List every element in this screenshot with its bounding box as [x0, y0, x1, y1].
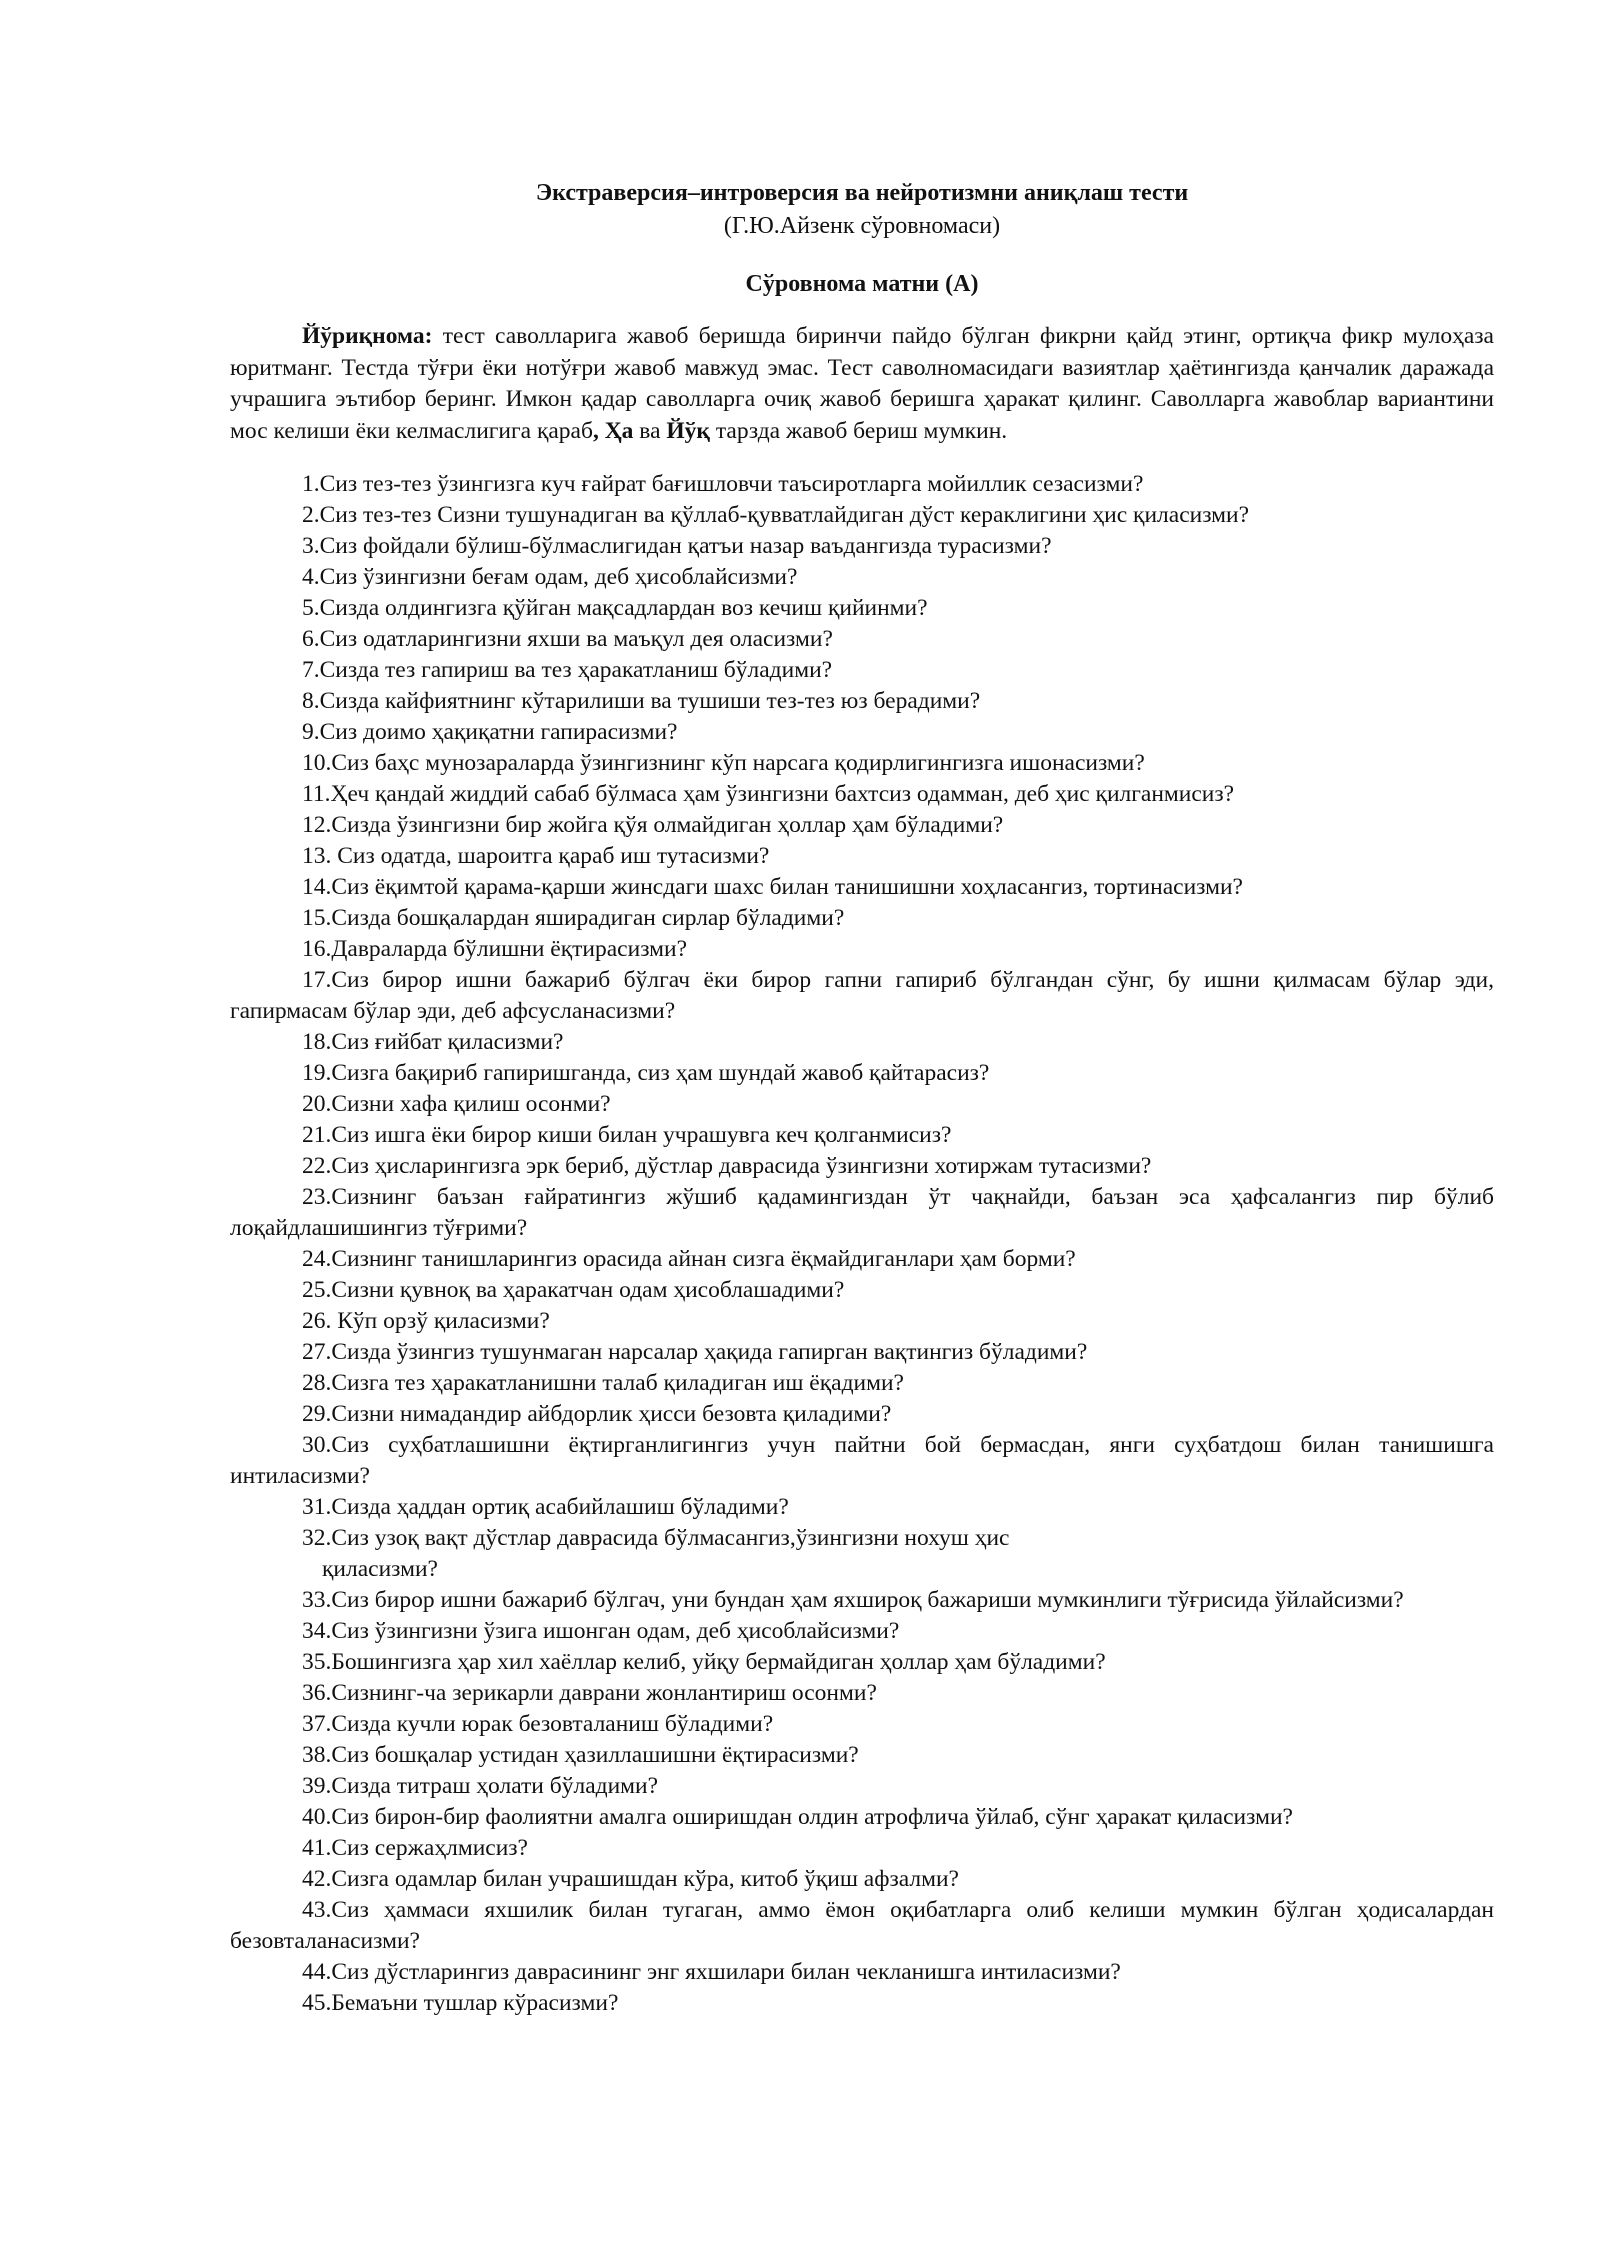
question-item: 37.Сизда кучли юрак безовталаниш бўладими?	[302, 1711, 774, 1737]
question-item: 11.Ҳеч қандай жиддий сабаб бўлмаса ҳам ўзингизни бахтсиз одамман, деб ҳис қилганмисиз?	[302, 781, 1235, 807]
question-item: 18.Сиз ғийбат қиласизми?	[302, 1029, 564, 1055]
question-item: 39.Сизда титраш ҳолати бўладими?	[302, 1773, 659, 1799]
question-item: 7.Сизда тез гапириш ва тез ҳаракатланиш бўладими?	[302, 657, 833, 683]
question-item: 44.Сиз дўстларингиз даврасининг энг яхшилари билан чекланишга интиласизми?	[302, 1959, 1121, 1985]
question-item: 1.Сиз тез-тез ўзингизга куч ғайрат бағишловчи таъсиротларга мойиллик сезасизми?	[302, 471, 1144, 497]
question-item: 4.Сиз ўзингизни беғам одам, деб ҳисоблайсизми?	[302, 564, 798, 590]
question-item: 3.Сиз фойдали бўлиш-бўлмаслигидан қатъи назар ваъдангизда турасизми?	[302, 533, 1052, 559]
question-item: 41.Сиз сержаҳлмисиз?	[302, 1835, 528, 1861]
question-item: 45.Бемаъни тушлар кўрасизми?	[302, 1990, 619, 2016]
question-item: 5.Сизда олдингизга қўйган мақсадлардан воз кечиш қийинми?	[302, 595, 928, 621]
question-item: 38.Сиз бошқалар устидан ҳазиллашишни ёқтирасизми?	[302, 1742, 859, 1768]
question-item: 26. Кўп орзў қиласизми?	[302, 1308, 550, 1334]
question-item: 27.Сизда ўзингиз тушунмаган нарсалар ҳақида гапирган вақтингиз бўладими?	[302, 1339, 1088, 1365]
question-item: 42.Сизга одамлар билан учрашишдан кўра, китоб ўқиш афзалми?	[302, 1866, 959, 1892]
question-item: 43.Сиз ҳаммаси яхшилик билан тугаган, аммо ёмон оқибатларга олиб келиши мумкин бўлган ҳодисалардан безовталанасизми?	[230, 1897, 1494, 1954]
question-item: 8.Сизда кайфиятнинг кўтарилиши ва тушиши тез-тез юз берадими?	[302, 688, 981, 714]
question-item: 31.Сизда ҳаддан ортиқ асабийлашиш бўладими?	[302, 1494, 789, 1520]
question-list	[230, 469, 1494, 2019]
question-item: 33.Сиз бирор ишни бажариб бўлгач, уни бундан ҳам яхшироқ бажариши мумкинлиги тўғрисида ўйлайсизми?	[302, 1587, 1404, 1613]
question-item: 12.Сизда ўзингизни бир жойга қўя олмайдиган ҳоллар ҳам бўладими?	[302, 812, 1004, 838]
question-item: 10.Сиз баҳс мунозараларда ўзингизнинг кўп нарсага қодирлигингизга ишонасизми?	[302, 750, 1145, 776]
question-item: 19.Сизга бақириб гапиришганда, сиз ҳам шундай жавоб қайтарасиз?	[302, 1060, 990, 1086]
question-item: 22.Сиз ҳисларингизга эрк бериб, дўстлар даврасида ўзингизни хотиржам тутасизми?	[302, 1153, 1152, 1179]
question-item: 32.Сиз узоқ вақт дўстлар даврасида бўлмасангиз,ўзингизни нохуш ҳис	[302, 1525, 1010, 1551]
question-item: 9.Сиз доимо ҳақиқатни гапирасизми?	[302, 719, 678, 745]
question-item: 25.Сизни қувноқ ва ҳаракатчан одам ҳисоблашадими?	[302, 1277, 845, 1303]
question-item: 14.Сиз ёқимтой қарама-қарши жинсдаги шахс билан танишишни хоҳласангиз, тортинасизми?	[302, 874, 1243, 900]
question-item: 34.Сиз ўзингизни ўзига ишонган одам, деб ҳисоблайсизми?	[302, 1618, 900, 1644]
instructions-text: тест саволларига жавоб беришда биринчи пайдо бўлган фикрни қайд этинг, ортиқча фикр мулоҳаза юритманг. Тестда тўғри ёки нотўғри жавоб мавжуд эмас. Тест саволномасидаги вазиятлар ҳаётингизда қанчалик даражада учрашига эътибор беринг. Имкон қадар саволларга очиқ жавоб беришга ҳаракат қилинг. Саволларга жавоблар вариантини мос келиши ёки келмаслигига қараб	[230, 323, 1494, 444]
question-item-continuation: қиласизми?	[322, 1556, 438, 1582]
question-item: 23.Сизнинг баъзан ғайратингиз жўшиб қадамингиздан ўт чақнайди, баъзан эса ҳафсалангиз пир бўлиб лоқайдлашишингиз тўғрими?	[230, 1184, 1494, 1241]
question-item: 13. Сиз одатда, шароитга қараб иш тутасизми?	[302, 843, 770, 869]
document-content	[230, 178, 1494, 2019]
question-item: 17.Сиз бирор ишни бажариб бўлгач ёки бирор гапни гапириб бўлгандан сўнг, бу ишни қилмасам бўлар эди, гапирмасам бўлар эди, деб афсусланасизми?	[230, 967, 1494, 1024]
question-item: 24.Сизнинг танишларингиз орасида айнан сизга ёқмайдиганлари ҳам борми?	[302, 1246, 1076, 1272]
instructions-and: ва	[633, 417, 667, 444]
instructions-label: Йўриқнома:	[302, 323, 433, 349]
question-item: 40.Сиз бирон-бир фаолиятни амалга оширишдан олдин атрофлича ўйлаб, сўнг ҳаракат қиласизми?	[302, 1804, 1293, 1830]
question-item: 21.Сиз ишга ёки бирор киши билан учрашувга кеч қолганмисиз?	[302, 1122, 952, 1148]
page-title: Экстраверсия–интроверсия ва нейротизмни аниқлаш тести	[535, 180, 1189, 206]
question-item: 6.Сиз одатларингизни яхши ва маъқул дея оласизми?	[302, 626, 833, 652]
yes-word: Ҳа	[598, 417, 634, 444]
question-item: 16.Давраларда бўлишни ёқтирасизми?	[302, 936, 688, 962]
instructions-paragraph	[230, 321, 1494, 447]
question-item: 15.Сизда бошқалардан яширадиган сирлар бўладими?	[302, 905, 845, 931]
question-item: 28.Сизга тез ҳаракатланишни талаб қиладиган иш ёқадими?	[302, 1370, 904, 1396]
question-item: 20.Сизни хафа қилиш осонми?	[302, 1091, 611, 1117]
question-item: 2.Сиз тез-тез Сизни тушунадиган ва қўллаб-қувватлайдиган дўст кераклигини ҳис қиласизми?	[302, 502, 1250, 528]
instructions-comma: ,	[592, 417, 599, 444]
question-item: 35.Бошингизга ҳар хил хаёллар келиб, уйқу бермайдиган ҳоллар ҳам бўладими?	[302, 1649, 1106, 1675]
question-item: 30.Сиз суҳбатлашишни ёқтирганлигингиз учун пайтни бой бермасдан, янги суҳбатдош билан танишишга интиласизми?	[230, 1432, 1494, 1489]
section-heading: Сўровнома матни (А)	[745, 271, 979, 297]
question-item: 29.Сизни нимадандир айбдорлик ҳисси безовта қиладими?	[302, 1401, 892, 1427]
instructions-end: тарзда жавоб бериш мумкин.	[709, 417, 1008, 444]
no-word: Йўқ	[666, 417, 710, 444]
question-item: 36.Сизнинг-ча зерикарли даврани жонлантириш осонми?	[302, 1680, 877, 1706]
page-subtitle: (Г.Ю.Айзенк сўровномаси)	[723, 213, 1001, 239]
